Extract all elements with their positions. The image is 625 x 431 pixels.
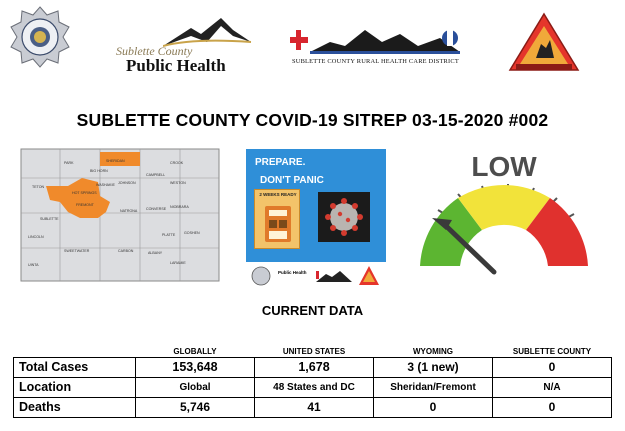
poster-footer-strip bbox=[246, 262, 386, 290]
column-header: GLOBALLY bbox=[173, 346, 217, 356]
table-cell: Global bbox=[136, 377, 255, 397]
county-label: JOHNSON bbox=[118, 181, 136, 185]
table-cell: 1,678 bbox=[255, 357, 374, 377]
row-label: Deaths bbox=[14, 397, 136, 417]
risk-gauge bbox=[410, 148, 595, 283]
county-label: PARK bbox=[64, 161, 74, 165]
county-label: HOT SPRINGS bbox=[72, 191, 97, 195]
table-row bbox=[14, 357, 612, 377]
poster-kit-label: 2 WEEKS READY bbox=[259, 192, 297, 197]
current-data-heading: CURRENT DATA bbox=[261, 303, 364, 318]
table-cell: 41 bbox=[255, 397, 374, 417]
page-title: SUBLETTE COUNTY COVID-19 SITREP 03-15-2020 #002 bbox=[76, 110, 549, 130]
county-label: BIG HORN bbox=[90, 169, 108, 173]
row-label: Total Cases bbox=[14, 357, 136, 377]
poster-line2: DON'T PANIC bbox=[260, 175, 324, 186]
county-label: SWEETWATER bbox=[64, 249, 90, 253]
poster-line1: PREPARE. bbox=[255, 157, 306, 168]
gauge-label: LOW bbox=[471, 151, 537, 182]
sheriff-badge-icon bbox=[10, 6, 70, 68]
row-label: Location bbox=[14, 377, 136, 397]
wyoming-county-map bbox=[20, 148, 220, 282]
county-label: SHERIDAN bbox=[106, 159, 125, 163]
virus-icon bbox=[318, 192, 370, 242]
warning-triangle-icon bbox=[508, 12, 580, 74]
table-cell: 0 bbox=[493, 397, 612, 417]
county-label: CONVERSE bbox=[146, 207, 167, 211]
county-label: FREMONT bbox=[76, 203, 94, 207]
county-label: SUBLETTE bbox=[40, 217, 59, 221]
table-cell: 48 States and DC bbox=[255, 377, 374, 397]
county-label: CAMPBELL bbox=[146, 173, 166, 177]
public-health-line1: Sublette County bbox=[116, 44, 193, 58]
county-label: ALBANY bbox=[148, 251, 163, 255]
prepare-poster bbox=[246, 149, 386, 290]
table-header-row bbox=[14, 346, 612, 357]
county-label: LARAMIE bbox=[170, 261, 186, 265]
county-label: LINCOLN bbox=[28, 235, 44, 239]
mountain-medical-icon bbox=[314, 268, 354, 284]
table-cell: 153,648 bbox=[136, 357, 255, 377]
county-label: NATRONA bbox=[120, 209, 138, 213]
county-label: WESTON bbox=[170, 181, 186, 185]
table-cell: Sheridan/Fremont bbox=[374, 377, 493, 397]
table-cell: N/A bbox=[493, 377, 612, 397]
county-label: CARBON bbox=[118, 249, 134, 253]
table-cell: 0 bbox=[374, 397, 493, 417]
covid-data-table bbox=[13, 346, 612, 418]
table-row bbox=[14, 397, 612, 417]
warning-triangle-icon bbox=[358, 265, 380, 287]
public-health-logo bbox=[108, 16, 258, 76]
rural-health-logo bbox=[290, 24, 465, 72]
table-cell: 0 bbox=[493, 357, 612, 377]
county-label: PLATTE bbox=[162, 233, 176, 237]
county-label: WASHAKIE bbox=[96, 183, 115, 187]
column-header: WYOMING bbox=[413, 346, 453, 356]
table-cell: 5,746 bbox=[136, 397, 255, 417]
column-header bbox=[14, 346, 136, 357]
county-label: NIOBRARA bbox=[170, 205, 189, 209]
poster-footer-text: Public Health bbox=[278, 270, 307, 275]
public-health-line2: Public Health bbox=[126, 56, 226, 75]
column-header: SUBLETTE COUNTY bbox=[512, 346, 592, 356]
county-label: UINTA bbox=[28, 263, 39, 267]
column-header: UNITED STATES bbox=[282, 346, 346, 356]
table-cell: 3 (1 new) bbox=[374, 357, 493, 377]
sheriff-badge-icon bbox=[250, 266, 272, 286]
county-label: CROOK bbox=[170, 161, 184, 165]
emergency-kit-icon bbox=[254, 189, 300, 249]
mountain-medical-icon bbox=[290, 24, 465, 56]
rural-health-text: SUBLETTE COUNTY RURAL HEALTH CARE DISTRICT bbox=[292, 58, 459, 65]
county-label: GOSHEN bbox=[184, 231, 200, 235]
county-label: TETON bbox=[32, 185, 45, 189]
table-row bbox=[14, 377, 612, 397]
